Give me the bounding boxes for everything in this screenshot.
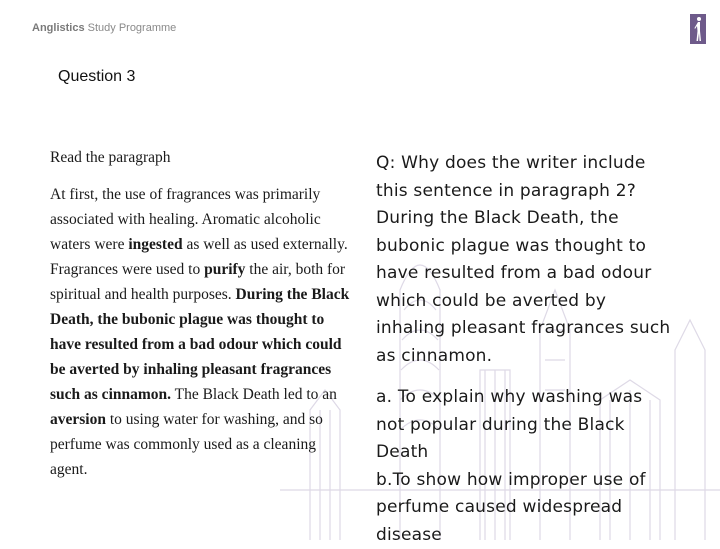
header-programme [32, 22, 176, 34]
emphasized-text: aversion [50, 411, 106, 428]
paragraph-text: The Black Death led to an [171, 386, 337, 403]
answer-option-a[interactable]: a. To explain why washing was not popular during the Black Death [376, 384, 671, 467]
emphasized-text: During the Black Death, the bubonic plague was thought to have resulted from a bad odour which could be averted by inhaling pleasant fragrances such as cinnamon. [50, 286, 349, 403]
paragraph-text: At first, the use of fragrances was primarily associated with healing. Aromatic alcoholic waters were [50, 186, 321, 253]
paragraph-text: as well as used externally. Fragrances were used to [50, 236, 348, 278]
instruction-text: Read the paragraph [50, 145, 355, 170]
header-programme-label: Study Programme [85, 22, 177, 34]
figure-silhouette-icon [690, 14, 706, 44]
paragraph-panel [50, 145, 355, 482]
answer-option-b[interactable]: b.To show how improper use of perfume caused widespread disease [376, 467, 671, 549]
reading-paragraph [50, 182, 355, 482]
emphasized-text: ingested [128, 236, 182, 253]
question-text: Q: Why does the writer include this sentence in paragraph 2? During the Black Death, the bubonic plague was thought to have resulted from a bad odour which could be averted by inhaling pleasant fragrances such as cinnamon. [376, 150, 671, 370]
question-panel [376, 150, 671, 549]
question-title: Question 3 [58, 68, 135, 86]
header-brand: Anglistics [32, 22, 85, 34]
emphasized-text: purify [204, 261, 245, 278]
paragraph-text: to using water for washing, and so perfume was commonly used as a cleaning agent. [50, 411, 323, 478]
paragraph-text: the air, both for spiritual and health purposes. [50, 261, 345, 303]
